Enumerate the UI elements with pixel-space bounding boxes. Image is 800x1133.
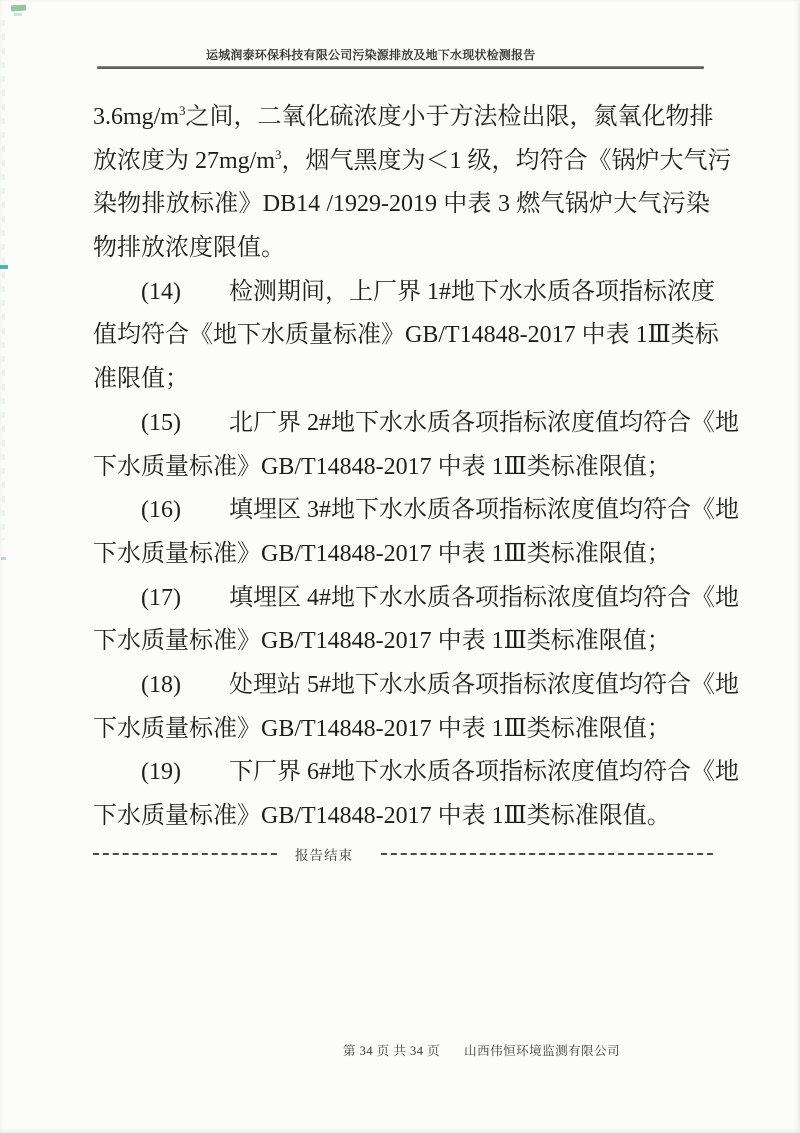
page-header-title: 运城润泰环保科技有限公司污染源排放及地下水现状检测报告 [206, 48, 536, 62]
end-dash-left [93, 853, 277, 855]
body-line: 下水质量标准》GB/T14848-2017 中表 1Ⅲ类标准限值。 [93, 803, 671, 829]
scan-artifact-stripe [2, 20, 5, 540]
body-line: (16) 填埋区 3#地下水水质各项指标浓度值均符合《地 [93, 497, 739, 524]
body-line: 下水质量标准》GB/T14848-2017 中表 1Ⅲ类标准限值； [93, 453, 671, 480]
scan-artifact-green-small [14, 13, 22, 16]
body-line: 物排放浓度限值。 [93, 235, 285, 262]
report-end-label: 报告结束 [295, 848, 353, 863]
body-line: 染物排放标准》DB14 /1929-2019 中表 3 燃气锅炉大气污染 [93, 191, 710, 218]
body-line [93, 140, 732, 184]
document-body [93, 96, 739, 839]
body-line: 下水质量标准》GB/T14848-2017 中表 1Ⅲ类标准限值； [93, 540, 671, 567]
line-text: 之间，二氧化硫浓度小于方法检出限，氮氧化物排 [185, 104, 714, 130]
scan-artifact-green [11, 5, 26, 12]
line-text: 3.6mg/m [93, 104, 180, 130]
superscript: 3 [179, 103, 186, 118]
footer-company-name: 山西伟恒环境监测有限公司 [464, 1044, 621, 1058]
body-line: (15) 北厂界 2#地下水水质各项指标浓度值均符合《地 [93, 409, 739, 436]
body-line: 值均符合《地下水质量标准》GB/T14848-2017 中表 1Ⅲ类标 [93, 322, 719, 349]
scan-artifact-teal [0, 265, 8, 269]
body-line: (18) 处理站 5#地下水水质各项指标浓度值均符合《地 [93, 671, 739, 698]
report-end-marker [93, 843, 713, 865]
body-line: (17) 填埋区 4#地下水水质各项指标浓度值均符合《地 [93, 584, 739, 611]
page-footer [343, 1041, 620, 1059]
line-text: ，烟气黑度为＜1 级，均符合《锅炉大气污 [281, 147, 732, 174]
body-line: (14) 检测期间，上厂界 1#地下水水质各项指标浓度 [93, 278, 715, 305]
body-line: (19) 下厂界 6#地下水水质各项指标浓度值均符合《地 [93, 759, 739, 786]
body-line: 准限值； [93, 366, 189, 393]
body-line: 下水质量标准》GB/T14848-2017 中表 1Ⅲ类标准限值； [93, 715, 671, 742]
body-line [93, 96, 714, 140]
end-dash-right [381, 853, 713, 855]
body-line: 下水质量标准》GB/T14848-2017 中表 1Ⅲ类标准限值； [93, 628, 671, 655]
scan-artifact-teal-small [1, 557, 6, 560]
superscript: 3 [275, 146, 282, 162]
line-text: 放浓度为 27mg/m [93, 147, 276, 174]
footer-page-number: 第 34 页 共 34 页 [343, 1044, 441, 1058]
header-rule [97, 66, 704, 69]
